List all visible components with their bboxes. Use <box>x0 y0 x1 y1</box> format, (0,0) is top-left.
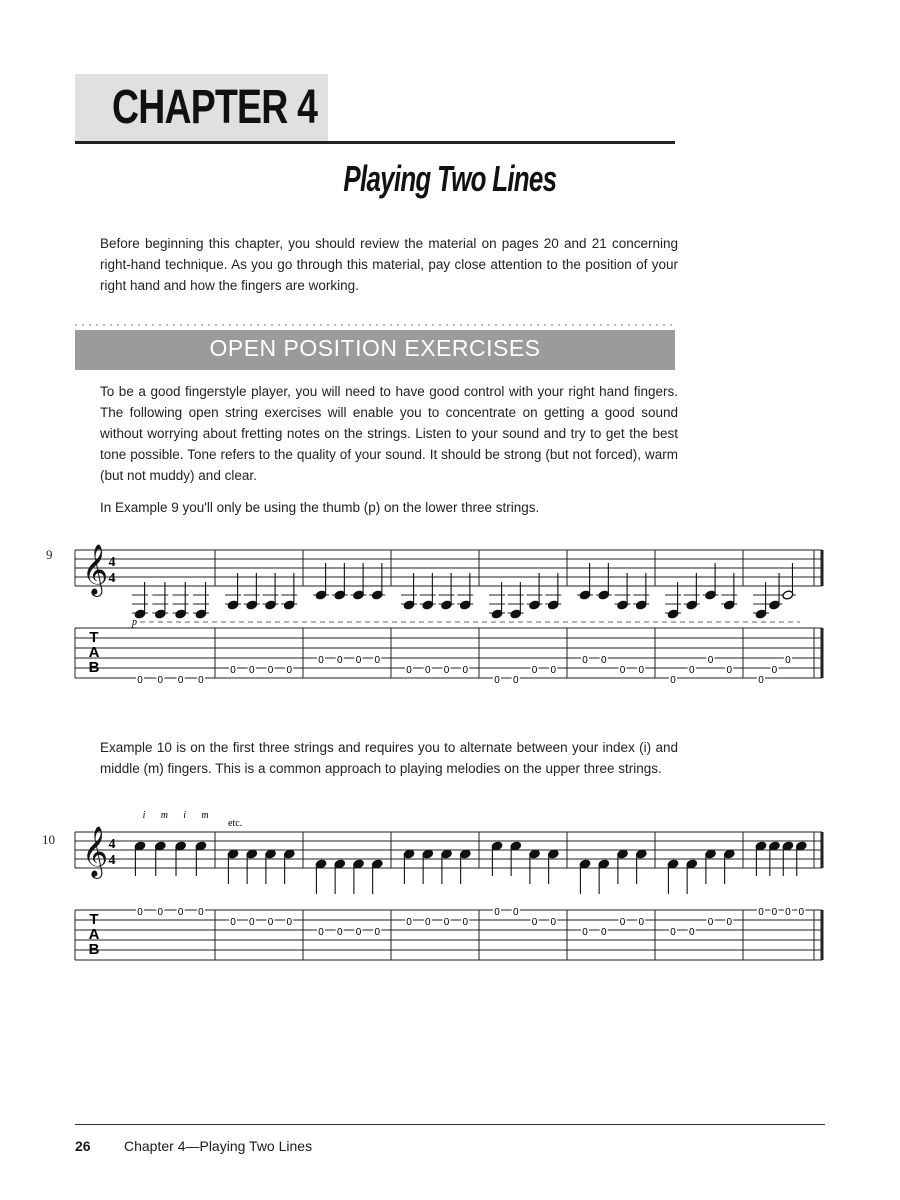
tab-fret-number: 0 <box>267 917 274 928</box>
tab-fret-number: 0 <box>248 917 255 928</box>
footer-rule <box>75 1124 825 1125</box>
treble-clef-icon: 𝄞 <box>82 826 109 877</box>
tab-label-letter: A <box>88 644 100 661</box>
tab-fret-number: 0 <box>494 907 500 918</box>
tab-fret-number: 0 <box>600 655 607 666</box>
tab-fret-number: 0 <box>462 665 469 676</box>
tab-fret-number: 0 <box>336 927 343 938</box>
finger-label: i <box>142 810 146 821</box>
tab-fret-number: 0 <box>318 927 324 938</box>
intro-paragraph: Before beginning this chapter, you should review the material on pages 20 and 21 concerning right-hand technique. As you go through this material, pay close attention to the position of your right hand and how the fingers are working. <box>100 236 678 293</box>
tab-fret-number: 0 <box>157 907 164 918</box>
tab-fret-number: 0 <box>177 675 184 686</box>
tab-fret-number: 0 <box>248 665 255 676</box>
tab-fret-number: 0 <box>771 907 778 918</box>
tab-fret-number: 0 <box>619 917 626 928</box>
tab-fret-number: 0 <box>531 917 538 928</box>
section-title: OPEN POSITION EXERCISES <box>209 335 541 361</box>
tab-fret-number: 0 <box>374 927 381 938</box>
tab-label-letter: T <box>89 911 99 928</box>
footer-running-title: Chapter 4—Playing Two Lines <box>124 1138 313 1154</box>
tab-fret-number: 0 <box>726 665 733 676</box>
tab-fret-number: 0 <box>707 917 714 928</box>
tab-fret-number: 0 <box>798 907 805 918</box>
tab-fret-number: 0 <box>638 665 645 676</box>
tab-fret-number: 0 <box>785 655 791 666</box>
tab-fret-number: 0 <box>374 655 381 666</box>
tab-fret-number: 0 <box>462 917 469 928</box>
tab-fret-number: 0 <box>758 675 764 686</box>
time-signature-top: 4 <box>108 555 116 570</box>
tab-fret-number: 0 <box>707 655 714 666</box>
time-signature-bottom: 4 <box>108 853 116 868</box>
tab-fret-number: 0 <box>336 655 343 666</box>
tab-fret-number: 0 <box>443 917 450 928</box>
example9-number: 9 <box>46 547 53 562</box>
chapter-title: CHAPTER 4 <box>112 81 318 134</box>
tab-label-letter: B <box>88 659 100 676</box>
tab-fret-number: 0 <box>137 675 143 686</box>
footer-page-number: 26 <box>75 1138 91 1154</box>
tab-fret-number: 0 <box>758 907 764 918</box>
chapter-rule <box>75 141 675 144</box>
tab-fret-number: 0 <box>619 665 626 676</box>
tab-fret-number: 0 <box>771 665 778 676</box>
tab-fret-number: 0 <box>670 675 676 686</box>
example9-intro: In Example 9 you'll only be using the thumb (p) on the lower three strings. <box>100 500 540 515</box>
tab-fret-number: 0 <box>355 927 362 938</box>
section-dotted-rule <box>75 324 675 326</box>
tab-fret-number: 0 <box>355 655 362 666</box>
finger-label: i <box>183 810 187 821</box>
section-paragraph: To be a good fingerstyle player, you will need to have good control with your right hand fingers. The following open string exercises will enable you to concentrate on getting a good sound without worrying about fretting notes on the strings. Listen to your sound and try to get the best tone possible. Tone refers to the quality of your sound. It should be strong (but not forced), warm (but not muddy) and clear. <box>100 384 678 483</box>
tab-fret-number: 0 <box>600 927 607 938</box>
tab-fret-number: 0 <box>286 917 293 928</box>
tab-fret-number: 0 <box>785 907 791 918</box>
tab-fret-number: 0 <box>177 907 184 918</box>
time-signature-bottom: 4 <box>108 571 116 586</box>
finger-label: m <box>201 810 209 821</box>
tab-fret-number: 0 <box>318 655 324 666</box>
tab-fret-number: 0 <box>230 665 236 676</box>
tab-fret-number: 0 <box>406 665 412 676</box>
example10-intro: Example 10 is on the first three strings and requires you to alternate between your index (i) and middle (m) fingers. This is a common approach to playing melodies on the upper three strings. <box>100 740 678 776</box>
tab-fret-number: 0 <box>512 907 519 918</box>
tab-fret-number: 0 <box>550 665 557 676</box>
tab-fret-number: 0 <box>424 665 431 676</box>
tab-fret-number: 0 <box>582 655 588 666</box>
tab-fret-number: 0 <box>267 665 274 676</box>
tab-fret-number: 0 <box>726 917 733 928</box>
tab-fret-number: 0 <box>494 675 500 686</box>
example10-number: 10 <box>42 832 55 847</box>
tab-fret-number: 0 <box>688 927 695 938</box>
tab-label-letter: T <box>89 629 99 646</box>
tab-fret-number: 0 <box>198 675 204 686</box>
time-signature-top: 4 <box>108 837 116 852</box>
tab-fret-number: 0 <box>512 675 519 686</box>
tab-fret-number: 0 <box>286 665 293 676</box>
tab-fret-number: 0 <box>688 665 695 676</box>
finger-label: m <box>160 810 168 821</box>
example9-notation <box>0 530 900 690</box>
tab-fret-number: 0 <box>550 917 557 928</box>
etc-label: etc. <box>228 818 243 829</box>
tab-fret-number: 0 <box>230 917 236 928</box>
tab-fret-number: 0 <box>157 675 164 686</box>
tab-label-letter: A <box>88 926 100 943</box>
tab-fret-number: 0 <box>582 927 588 938</box>
tab-fret-number: 0 <box>531 665 538 676</box>
treble-clef-icon: 𝄞 <box>82 544 109 595</box>
chapter-subtitle <box>0 158 900 200</box>
thumb-finger-mark: p <box>132 617 137 628</box>
tab-fret-number: 0 <box>424 917 431 928</box>
tab-fret-number: 0 <box>638 917 645 928</box>
chapter-subtitle-text: Playing Two Lines <box>343 158 557 199</box>
tab-fret-number: 0 <box>670 927 676 938</box>
example10-notation <box>0 812 900 972</box>
tab-fret-number: 0 <box>137 907 143 918</box>
tab-fret-number: 0 <box>443 665 450 676</box>
tab-fret-number: 0 <box>406 917 412 928</box>
tab-label-letter: B <box>88 941 100 958</box>
tab-fret-number: 0 <box>198 907 204 918</box>
